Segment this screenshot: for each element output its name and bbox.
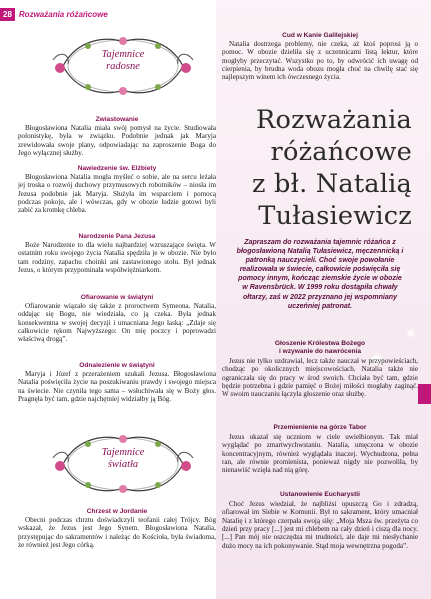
floral-frame-swiatla	[48, 428, 198, 500]
floral-frame-radosne	[48, 30, 198, 102]
article-lead: Zapraszam do rozważania tajemnic różańca z błogosławioną Natalią Tułasiewicz, męczennicką i patronką nauczycieli. Choć swoje powołanie realizowała w świecie, całkowicie poświęciła się pomocy innym, kończąc ziemskie życie w obozie w Ravensbrück. W 1999 roku dostąpiła chwały ołtarzy, zaś w 2022 przyznano jej wspomniany uczeńniej patronat.	[236, 239, 404, 310]
section-text: Jezus ukazał się uczniom w ciele uwielbionym. Tak miał wyglądać po zmartwychwstaniu. Natalia, umęczona w obozie koncentracyjnym, również wyglądała inaczej. Wychudzona, pełna ran, ale równie promienista, ponieważ nigdy nie pozwoliła, by nienawiść wzięła nad nią górę.	[222, 433, 418, 475]
section-text: Obecni podczas chrztu doświadczyli teofanii całej Trójcy. Bóg wskazał, że Jezus jest Jego Synem. Błogosławiona Natalia, przystępując do sakramentów i należąc do Kościoła, była świadoma, że również jest Jego córką.	[18, 516, 216, 550]
frame-title-line: światła	[107, 459, 139, 470]
bokeh-dot	[408, 330, 414, 336]
article-title-line: z bł. Natalią	[252, 169, 412, 199]
section-text: Natalia dostrzega problemy, nie czeka, aż ktoś poprosi ją o pomoc. W obozie dzieliła się z uczennicami listą lektur, które mogłyby przeczytać. Wszystko po to, by odwrócić ich uwagę od cierpienia, by brudna woda obozu mogła choć na chwilę stać się najlepszym winem ich ówczesnego życia.	[222, 40, 418, 82]
page-number: 28	[0, 8, 15, 21]
section-title: Przemienienie na górze Tabor	[273, 424, 367, 431]
section-title: i wzywanie do nawrócenia	[278, 348, 362, 355]
section-title: Chrzest w Jordanie	[86, 508, 148, 515]
section-title: Odnalezienie w świątyni	[79, 362, 155, 369]
article-title-line: różańcowe	[270, 137, 412, 167]
article-title-line: Rozważania	[256, 105, 412, 135]
section-text: Choć Jezus wiedział, że najbliżsi opuszczą Go i zdradzą, ofiarował im Siebie w Komunii. Był to sakrament, który umacniał Natalię i z którego czerpała swoją siłę: „Moja Msza św. przeżyta co dzień przy pracy [...] jest mi chlebem na cały dzień i ciszą dla nocy. [...] Pan mój nie oszczędza mi trudności, ale daje mi niesłychanie dużo mocy na ich pokonywanie. Stąd moja wewnętrzna pogoda”.	[222, 500, 418, 550]
section-title: Cud w Kanie Galilejskiej	[282, 32, 358, 39]
section-title: Nawiedzenie św. Elżbiety	[77, 165, 157, 172]
article-title-line: Tułasiewicz	[258, 201, 412, 231]
frame-title-line: radosne	[106, 61, 140, 72]
section-title: Ofiarowanie w świątyni	[80, 294, 154, 301]
running-header	[0, 8, 108, 21]
section-text: Maryja i Józef z przerażeniem szukali Jezusa. Błogosławiona Natalia poświęciła życie na poszukiwaniu prawdy i swojego miejsca na świecie. Nie czyniła tego sama – wsłuchiwała się w Boży głos. Pragnęła być tam, gdzie najchętniej widziałby ją Bóg.	[18, 370, 216, 404]
frame-title-line: Tajemnice	[101, 49, 145, 60]
section-title: Ustanowienie Eucharystii	[280, 491, 360, 498]
section-text: Jezus nie tylko uzdrawiał, lecz także nauczał w przypowieściach, chodząc po okolicznych miejscowościach. Natalia także nie ograniczała się do pracy w środ swoich. Chciała być tam, gdzie będzie potrzebna i gdzie pamięć o Bożej miłości mogłaby zaginąć. W swoim nauczaniu łączyła głoszenie oraz służbę.	[222, 357, 418, 399]
running-head-title: Rozważania różańcowe	[18, 10, 108, 19]
frame-title-line: Tajemnice	[101, 447, 145, 458]
section-text: Boże Narodzenie to dla wielu najbardziej wzruszające święta. W ostatnim roku swojego życia Natalia spędziła je w obozie. Nie było tam rodziny, zapachu choinki ani zastawionego stołu. Był jednak Jezus, o którym przypominała współwięźniarkom.	[18, 241, 216, 275]
section-text: Ofiarowanie wiązało się także z proroctwem Symeona. Natalia, oddając się Bogu, nie wiedziała, co ją czeka. Była jednak konsekwentna w swojej decyzji i umacniana Jego łaską: „Zdaje się całkowicie rękom Najwyższego: On mię poczcy i poprowadzi właściwą drogą”.	[18, 302, 216, 344]
section-title: Narodzenie Pana Jezusa	[78, 233, 156, 240]
edge-tab-marker	[418, 384, 431, 404]
section-title: Zwiastowanie	[95, 116, 139, 123]
section-text: Błogosławiona Natalia miała swój pomysł na życie. Studiowała polonistykę, była w związku. Podobnie jednak jak Maryja zrewidowała swoje plany, odpowiadając na zaproszenie Boga do Jego wyłącznej służby.	[18, 124, 216, 158]
section-text: Błogosławiona Natalia mogła myśleć o sobie, ale na sercu leżała jej troska o rozwój duchowy przymusowych robotników – niosła im Jezusa podobnie jak Maryja. Służyła im wsparciem i pomocą podczas pokoju, ale i wówczas, gdy w obozie ludzie gotowi byli zabić za kromkę chleba.	[18, 173, 216, 215]
section-title: Głoszenie Królestwa Bożego	[274, 340, 366, 347]
